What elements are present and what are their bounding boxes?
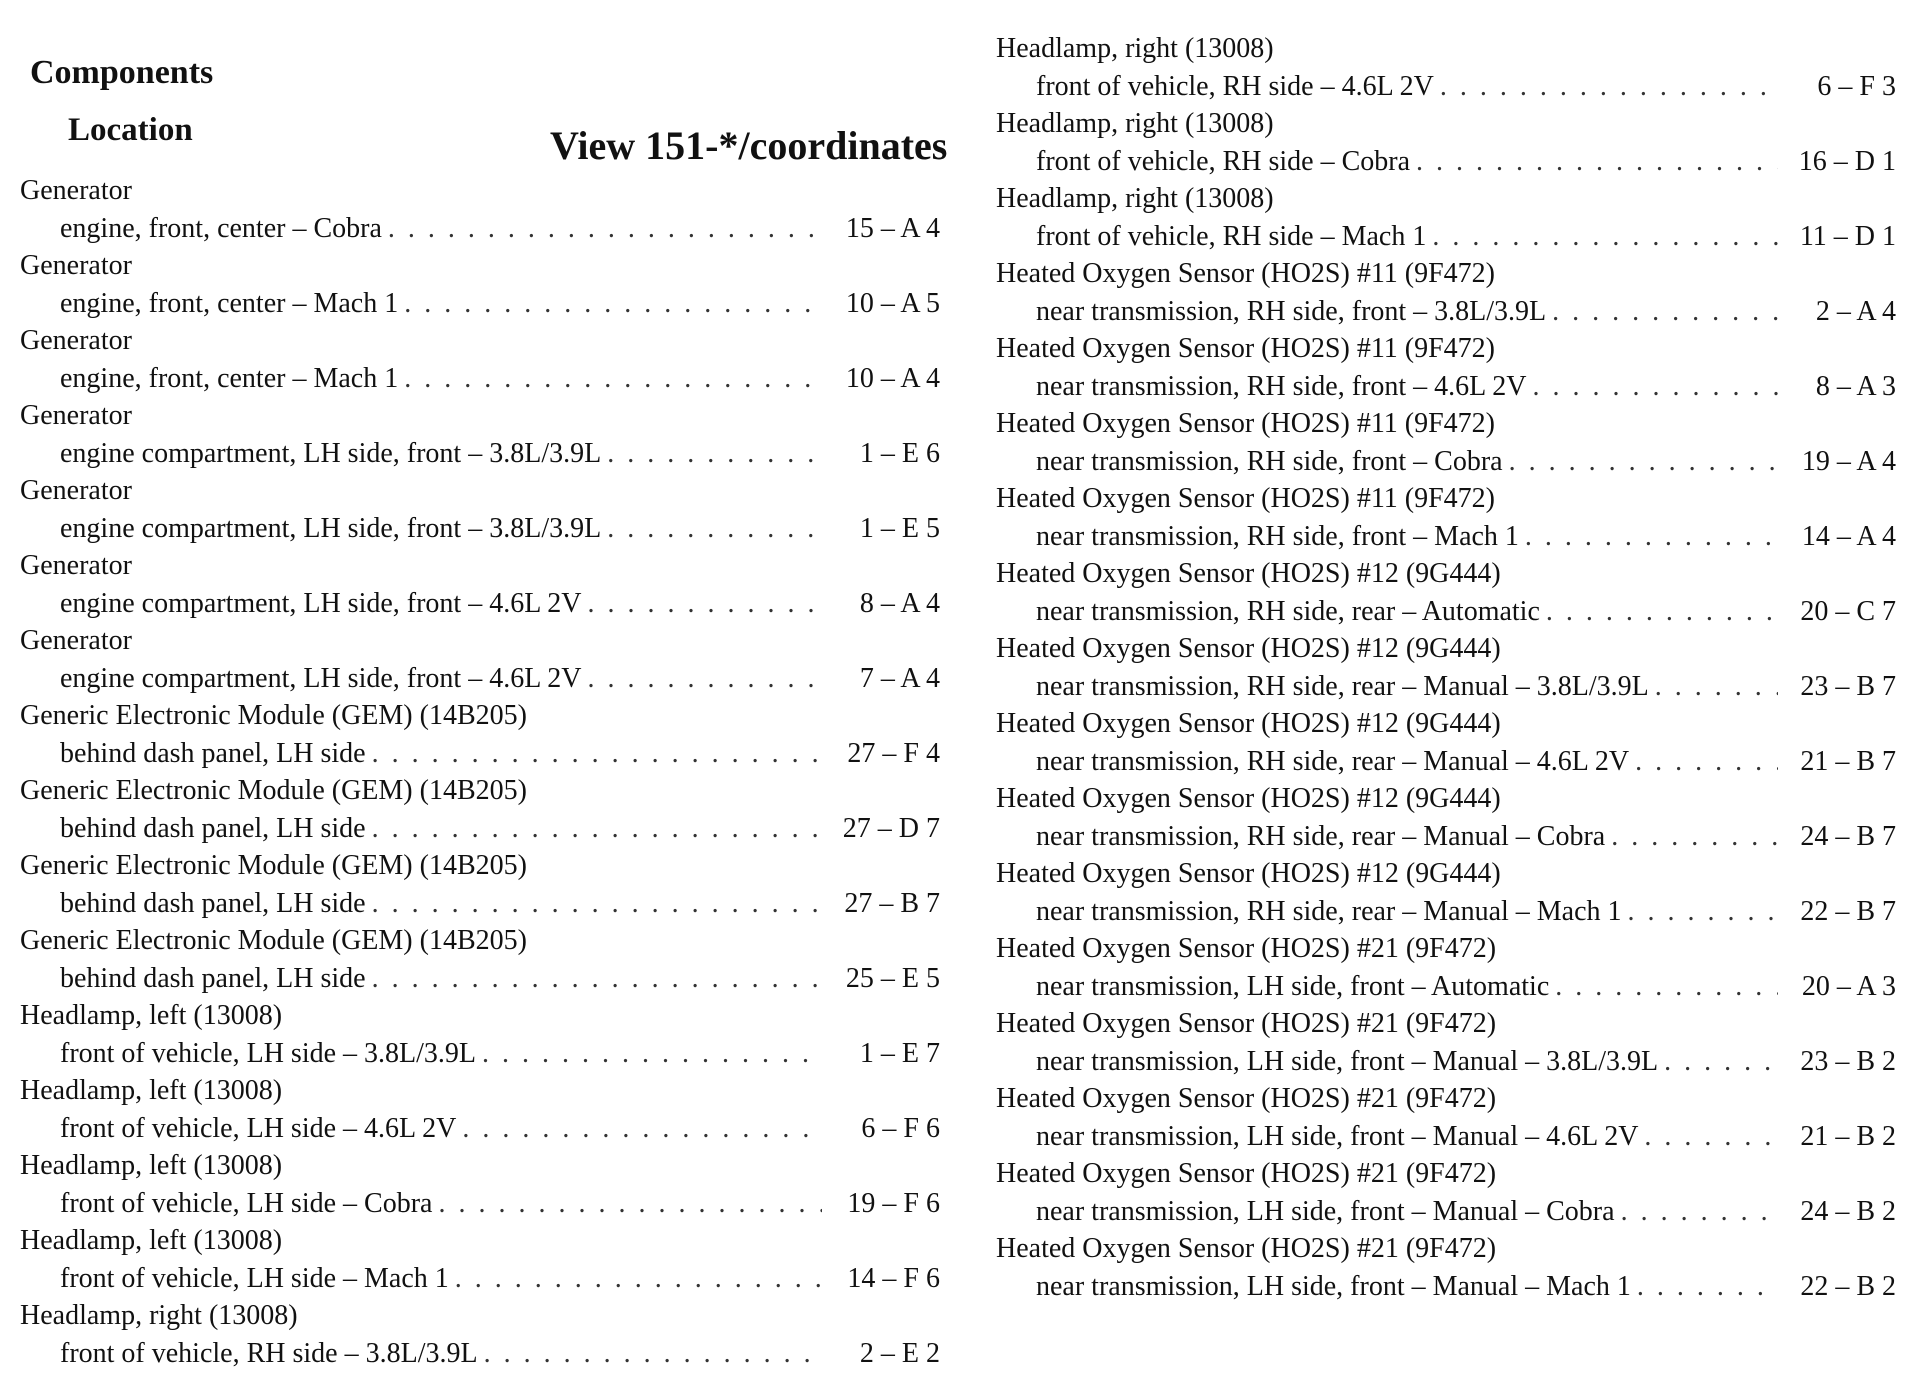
component-location: front of vehicle, LH side – 3.8L/3.9L: [60, 1037, 477, 1069]
view-coordinate: 16 – D 1: [1798, 145, 1896, 177]
component-detail-row: [996, 518, 1896, 556]
component-name: Generator: [20, 475, 132, 506]
component-entry: [20, 697, 940, 772]
component-detail-row: [996, 668, 1896, 706]
component-location: front of vehicle, LH side – Cobra: [60, 1187, 433, 1219]
component-entry: [20, 1147, 940, 1222]
dot-leader: [462, 1110, 822, 1148]
dot-leader: [484, 1335, 822, 1373]
dot-leader: [588, 585, 823, 623]
component-entry: [996, 1005, 1896, 1080]
view-coordinate: 27 – F 4: [847, 737, 940, 769]
component-location: near transmission, LH side, front – Manual – 4.6L 2V: [1036, 1120, 1639, 1152]
component-name: Headlamp, right (13008): [996, 183, 1274, 214]
component-detail-row: [20, 735, 940, 773]
dot-leader: [1546, 593, 1778, 631]
component-name: Generator: [20, 325, 132, 356]
view-coordinate: 1 – E 7: [859, 1037, 940, 1069]
location-heading: Location: [68, 112, 193, 148]
dot-leader: [1432, 218, 1778, 256]
dot-leader: [1416, 143, 1778, 181]
component-name: Heated Oxygen Sensor (HO2S) #12 (9G444): [996, 708, 1501, 739]
dot-leader: [1644, 1118, 1778, 1156]
component-entry: [20, 247, 940, 322]
component-location: front of vehicle, LH side – 4.6L 2V: [60, 1112, 457, 1144]
component-detail-row: [996, 893, 1896, 931]
component-entry: [20, 1297, 940, 1372]
view-coordinate: 20 – C 7: [1800, 595, 1896, 627]
view-coordinate: 1 – E 6: [859, 437, 940, 469]
component-location: front of vehicle, RH side – 4.6L 2V: [1036, 70, 1434, 102]
component-entry: [996, 855, 1896, 930]
component-name: Headlamp, left (13008): [20, 1000, 283, 1031]
component-entry: [20, 997, 940, 1072]
component-entry: [20, 772, 940, 847]
dot-leader: [607, 510, 822, 548]
dot-leader: [404, 360, 822, 398]
component-location: near transmission, RH side, front – 3.8L/3.9L: [1036, 295, 1547, 327]
view-coordinate: 15 – A 4: [845, 212, 940, 244]
component-entry: [996, 780, 1896, 855]
component-name: Headlamp, left (13008): [20, 1225, 283, 1256]
component-entry: [20, 1072, 940, 1147]
view-coordinate: 2 – A 4: [1815, 295, 1896, 327]
component-detail-row: [20, 1185, 940, 1223]
component-entry: [20, 397, 940, 472]
section-title: Components: [30, 54, 214, 91]
component-detail-row: [20, 435, 940, 473]
component-location: engine, front, center – Mach 1: [60, 287, 399, 319]
dot-leader: [388, 210, 822, 248]
component-detail-row: [20, 1260, 940, 1298]
component-name: Headlamp, right (13008): [20, 1300, 298, 1331]
component-entry: [996, 1155, 1896, 1230]
component-location: engine compartment, LH side, front – 3.8L/3.9L: [60, 437, 602, 469]
view-coordinate: 8 – A 4: [859, 587, 940, 619]
component-location: near transmission, RH side, front – Mach 1: [1036, 520, 1519, 552]
component-detail-row: [996, 368, 1896, 406]
component-entry: [20, 322, 940, 397]
component-detail-row: [996, 1118, 1896, 1156]
component-name: Heated Oxygen Sensor (HO2S) #21 (9F472): [996, 1233, 1497, 1264]
component-name: Heated Oxygen Sensor (HO2S) #21 (9F472): [996, 933, 1497, 964]
dot-leader: [1509, 443, 1778, 481]
component-detail-row: [996, 968, 1896, 1006]
component-entry: [996, 705, 1896, 780]
component-entry: [996, 330, 1896, 405]
view-coordinate: 19 – F 6: [847, 1187, 940, 1219]
component-detail-row: [20, 810, 940, 848]
view-coordinate: 14 – F 6: [847, 1262, 940, 1294]
dot-leader: [1621, 1193, 1778, 1231]
component-name: Heated Oxygen Sensor (HO2S) #11 (9F472): [996, 258, 1495, 289]
view-coordinate: 14 – A 4: [1801, 520, 1896, 552]
component-location: behind dash panel, LH side: [60, 962, 366, 994]
component-name: Headlamp, right (13008): [996, 108, 1274, 139]
dot-leader: [1440, 68, 1778, 106]
component-detail-row: [20, 960, 940, 998]
component-detail-row: [20, 360, 940, 398]
dot-leader: [1637, 1268, 1778, 1306]
component-name: Generic Electronic Module (GEM) (14B205): [20, 925, 527, 956]
view-coordinate: 1 – E 5: [859, 512, 940, 544]
component-name: Generator: [20, 175, 132, 206]
component-name: Heated Oxygen Sensor (HO2S) #21 (9F472): [996, 1158, 1497, 1189]
component-name: Headlamp, left (13008): [20, 1150, 283, 1181]
component-detail-row: [20, 585, 940, 623]
component-detail-row: [996, 143, 1896, 181]
component-location: engine compartment, LH side, front – 4.6L 2V: [60, 587, 582, 619]
component-location: behind dash panel, LH side: [60, 812, 366, 844]
dot-leader: [1664, 1043, 1778, 1081]
component-name: Heated Oxygen Sensor (HO2S) #12 (9G444): [996, 858, 1501, 889]
view-coordinate: 27 – B 7: [844, 887, 940, 919]
component-entry: [996, 555, 1896, 630]
component-name: Generic Electronic Module (GEM) (14B205): [20, 775, 527, 806]
component-location: near transmission, LH side, front – Manual – 3.8L/3.9L: [1036, 1045, 1659, 1077]
component-location: engine compartment, LH side, front – 3.8L/3.9L: [60, 512, 602, 544]
component-name: Generator: [20, 550, 132, 581]
view-coordinate: 27 – D 7: [842, 812, 940, 844]
component-entry: [20, 547, 940, 622]
component-location: near transmission, RH side, rear – Manual – 3.8L/3.9L: [1036, 670, 1649, 702]
component-name: Generic Electronic Module (GEM) (14B205): [20, 700, 527, 731]
component-detail-row: [996, 818, 1896, 856]
view-coordinate: 25 – E 5: [845, 962, 940, 994]
component-detail-row: [20, 885, 940, 923]
dot-leader: [372, 735, 822, 773]
component-detail-row: [20, 1335, 940, 1373]
component-detail-row: [996, 1043, 1896, 1081]
component-detail-row: [996, 68, 1896, 106]
component-location: engine, front, center – Cobra: [60, 212, 382, 244]
view-coordinate: 23 – B 2: [1800, 1045, 1896, 1077]
component-entry: [996, 630, 1896, 705]
view-coordinate: 6 – F 6: [861, 1112, 940, 1144]
component-detail-row: [20, 510, 940, 548]
right-entry-list: [996, 30, 1896, 1305]
component-location: engine, front, center – Mach 1: [60, 362, 399, 394]
component-location: engine compartment, LH side, front – 4.6L 2V: [60, 662, 582, 694]
component-name: Headlamp, right (13008): [996, 33, 1274, 64]
dot-leader: [1611, 818, 1778, 856]
view-coordinate: 8 – A 3: [1815, 370, 1896, 402]
dot-leader: [372, 885, 822, 923]
view-coordinate: 20 – A 3: [1801, 970, 1896, 1002]
component-entry: [996, 255, 1896, 330]
component-location: behind dash panel, LH side: [60, 737, 366, 769]
component-name: Generator: [20, 400, 132, 431]
component-location: near transmission, RH side, rear – Manual – Mach 1: [1036, 895, 1622, 927]
component-name: Heated Oxygen Sensor (HO2S) #11 (9F472): [996, 408, 1495, 439]
component-detail-row: [996, 293, 1896, 331]
component-entry: [20, 847, 940, 922]
view-coordinate: 24 – B 2: [1800, 1195, 1896, 1227]
component-name: Heated Oxygen Sensor (HO2S) #12 (9G444): [996, 633, 1501, 664]
view-coordinate: 22 – B 2: [1800, 1270, 1896, 1302]
dot-leader: [404, 285, 822, 323]
component-location: near transmission, LH side, front – Manual – Cobra: [1036, 1195, 1615, 1227]
view-coordinate: 21 – B 2: [1800, 1120, 1896, 1152]
dot-leader: [438, 1185, 822, 1223]
component-detail-row: [20, 1110, 940, 1148]
component-detail-row: [20, 1035, 940, 1073]
component-entry: [996, 180, 1896, 255]
dot-leader: [1655, 668, 1778, 706]
component-detail-row: [20, 660, 940, 698]
view-coordinates-heading: View 151-*/coordinates: [550, 123, 948, 168]
dot-leader: [1555, 968, 1778, 1006]
component-location: front of vehicle, RH side – Cobra: [1036, 145, 1411, 177]
view-coordinate: 22 – B 7: [1800, 895, 1896, 927]
component-location: near transmission, RH side, rear – Automatic: [1036, 595, 1540, 627]
component-name: Generic Electronic Module (GEM) (14B205): [20, 850, 527, 881]
dot-leader: [372, 810, 822, 848]
component-name: Heated Oxygen Sensor (HO2S) #11 (9F472): [996, 333, 1495, 364]
component-detail-row: [20, 210, 940, 248]
component-entry: [996, 1080, 1896, 1155]
dot-leader: [372, 960, 822, 998]
component-detail-row: [996, 743, 1896, 781]
component-entry: [996, 930, 1896, 1005]
component-name: Heated Oxygen Sensor (HO2S) #12 (9G444): [996, 558, 1501, 589]
component-name: Heated Oxygen Sensor (HO2S) #21 (9F472): [996, 1008, 1497, 1039]
component-name: Heated Oxygen Sensor (HO2S) #11 (9F472): [996, 483, 1495, 514]
dot-leader: [1552, 293, 1778, 331]
dot-leader: [588, 660, 823, 698]
dot-leader: [1635, 743, 1778, 781]
component-detail-row: [996, 218, 1896, 256]
view-coordinate: 19 – A 4: [1801, 445, 1896, 477]
component-entry: [996, 405, 1896, 480]
component-name: Generator: [20, 250, 132, 281]
dot-leader: [482, 1035, 822, 1073]
component-name: Generator: [20, 625, 132, 656]
view-coordinate: 24 – B 7: [1800, 820, 1896, 852]
dot-leader: [1525, 518, 1778, 556]
component-detail-row: [996, 443, 1896, 481]
view-coordinate: 21 – B 7: [1800, 745, 1896, 777]
view-coordinate: 23 – B 7: [1800, 670, 1896, 702]
view-coordinate: 2 – E 2: [859, 1337, 940, 1369]
component-detail-row: [996, 1268, 1896, 1306]
component-detail-row: [996, 593, 1896, 631]
view-coordinate: 10 – A 4: [845, 362, 940, 394]
component-location: front of vehicle, RH side – Mach 1: [1036, 220, 1427, 252]
component-location: near transmission, RH side, rear – Manual – 4.6L 2V: [1036, 745, 1630, 777]
component-name: Headlamp, left (13008): [20, 1075, 283, 1106]
view-coordinate: 11 – D 1: [1799, 220, 1896, 252]
component-entry: [20, 172, 940, 247]
component-location: front of vehicle, RH side – 3.8L/3.9L: [60, 1337, 478, 1369]
component-entry: [20, 472, 940, 547]
dot-leader: [607, 435, 822, 473]
component-location: behind dash panel, LH side: [60, 887, 366, 919]
component-location: near transmission, LH side, front – Automatic: [1036, 970, 1550, 1002]
component-location: near transmission, RH side, front – 4.6L 2V: [1036, 370, 1527, 402]
component-entry: [20, 622, 940, 697]
dot-leader: [455, 1260, 822, 1298]
view-coordinate: 7 – A 4: [859, 662, 940, 694]
component-entry: [996, 480, 1896, 555]
component-entry: [20, 922, 940, 997]
component-location: near transmission, RH side, front – Cobra: [1036, 445, 1503, 477]
component-location: near transmission, LH side, front – Manual – Mach 1: [1036, 1270, 1631, 1302]
dot-leader: [1628, 893, 1778, 931]
left-entry-list: [20, 172, 940, 1372]
component-detail-row: [20, 285, 940, 323]
view-coordinate: 10 – A 5: [845, 287, 940, 319]
component-entry: [996, 1230, 1896, 1305]
component-location: near transmission, RH side, rear – Manual – Cobra: [1036, 820, 1606, 852]
component-name: Heated Oxygen Sensor (HO2S) #21 (9F472): [996, 1083, 1497, 1114]
dot-leader: [1532, 368, 1778, 406]
component-location: front of vehicle, LH side – Mach 1: [60, 1262, 449, 1294]
component-name: Heated Oxygen Sensor (HO2S) #12 (9G444): [996, 783, 1501, 814]
component-entry: [996, 105, 1896, 180]
component-detail-row: [996, 1193, 1896, 1231]
component-entry: [20, 1222, 940, 1297]
component-entry: [996, 30, 1896, 105]
view-coordinate: 6 – F 3: [1817, 70, 1896, 102]
